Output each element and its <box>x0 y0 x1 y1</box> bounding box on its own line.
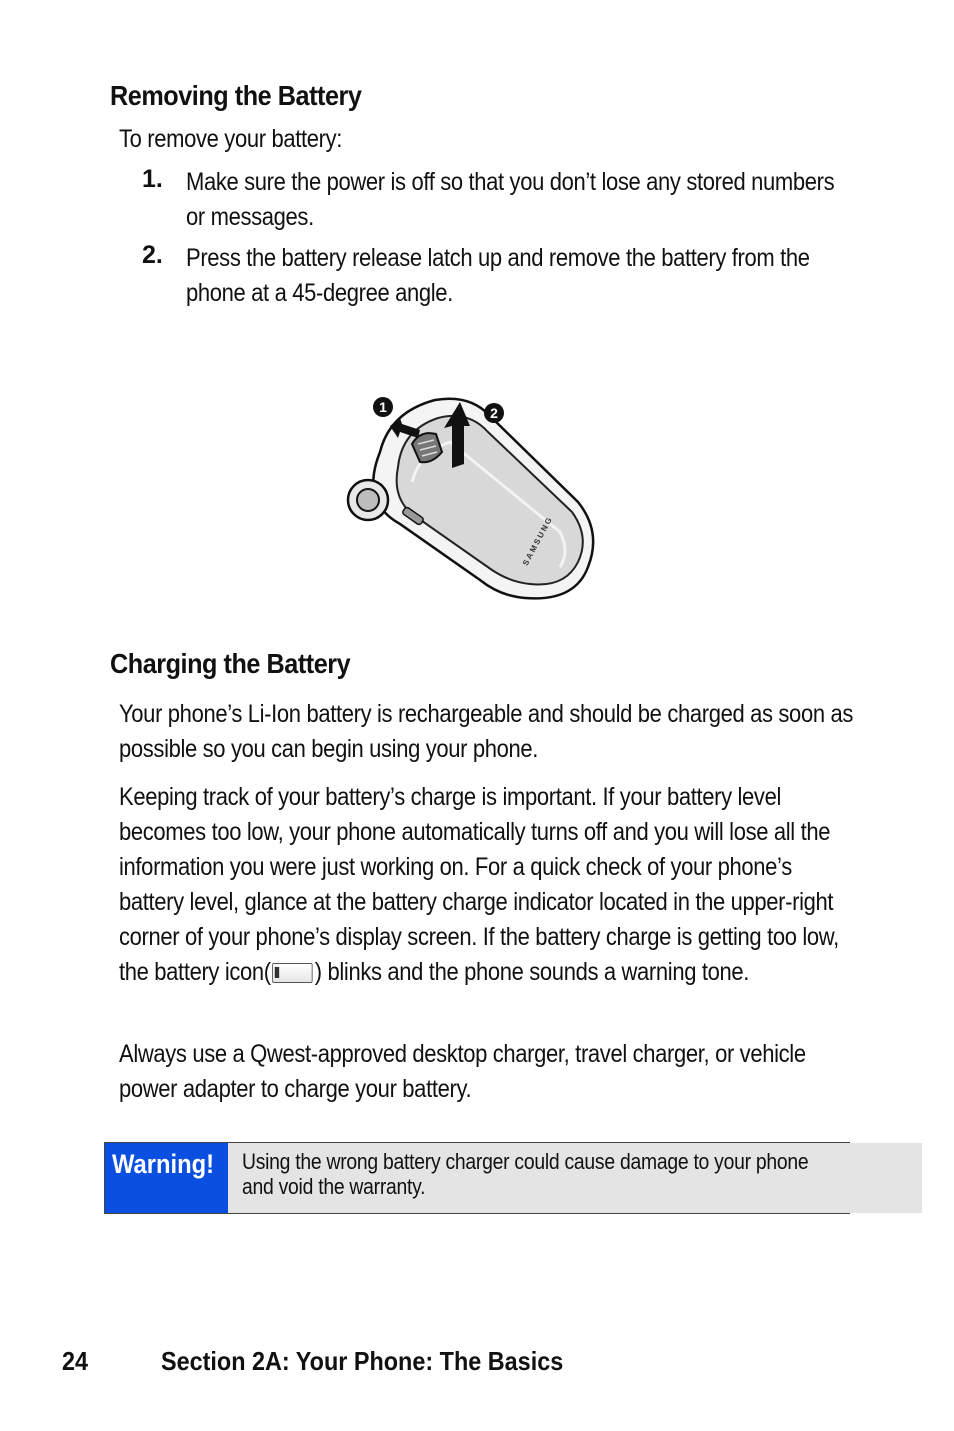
intro-text: To remove your battery: <box>119 125 343 153</box>
paragraph-2-text-after-icon: ) blinks and the phone sounds a warning tone. <box>314 958 750 986</box>
step-text-2: Press the battery release latch up and remove the battery from the phone at a 45-degree angle. <box>186 244 810 307</box>
section-heading-charging: Charging the Battery <box>110 648 351 679</box>
paragraph-2-text-before-icon: Keeping track of your battery’s charge is important. If your battery level becomes too low, your phone automatically turns off and you will lose all the information you were just working on. For a quick check of your phone’s battery level, glance at the battery charge indicator located in the upper-right corner of your phone’s display screen. If the battery charge is getting too low, the battery icon( <box>119 783 839 986</box>
charging-paragraph-1: Your phone’s Li-Ion battery is rechargeable and should be charged as soon as possible so you can begin using your phone. <box>119 700 854 763</box>
footer-section-title: Section 2A: Your Phone: The Basics <box>161 1346 564 1376</box>
page-number: 24 <box>62 1346 89 1376</box>
step-text-1: Make sure the power is off so that you don’t lose any stored numbers or messages. <box>186 168 835 231</box>
warning-text: Using the wrong battery charger could cause damage to your phone and void the warranty. <box>228 1143 922 1213</box>
battery-removal-illustration <box>340 392 600 606</box>
low-battery-icon <box>273 963 313 983</box>
callout-2-label: 2 <box>490 405 498 421</box>
callout-1-label: 1 <box>379 399 387 415</box>
charging-paragraph-2 <box>119 780 856 990</box>
charging-paragraph-3: Always use a Qwest-approved desktop charger, travel charger, or vehicle power adapter to charge your battery. <box>119 1040 806 1103</box>
warning-callout <box>104 1142 850 1214</box>
warning-label: Warning! <box>105 1143 228 1213</box>
step-number-1: 1. <box>142 165 163 193</box>
brand-logo-text: SAMSUNG <box>520 514 555 568</box>
step-number-2: 2. <box>142 241 163 269</box>
section-heading-removing: Removing the Battery <box>110 80 362 111</box>
